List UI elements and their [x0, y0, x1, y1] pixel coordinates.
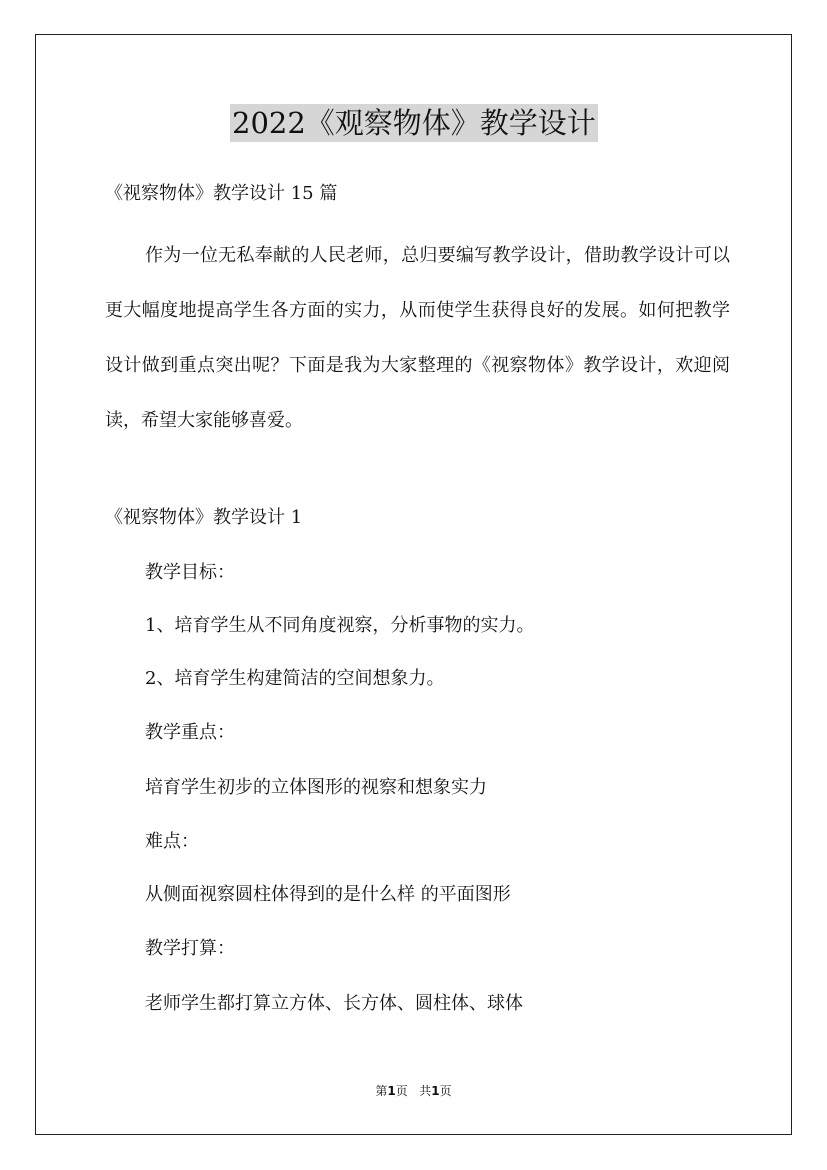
goal-item-1: 1、培育学生从不同角度视察，分析事物的实力。 — [145, 615, 535, 636]
key-point-text: 培育学生初步的立体图形的视察和想象实力 — [145, 777, 487, 798]
page-footer — [0, 1083, 827, 1099]
goal-item-2: 2、培育学生构建简洁的空间想象力。 — [145, 668, 445, 689]
document-subtitle: 《视察物体》教学设计 15 篇 — [105, 183, 338, 204]
document-title: 2022《观察物体》教学设计 — [232, 106, 596, 140]
difficulty-heading: 难点： — [145, 831, 199, 852]
section-heading: 《视察物体》教学设计 1 — [105, 507, 303, 528]
key-points-heading: 教学重点： — [145, 722, 235, 743]
total-suffix: 页 — [439, 1084, 452, 1098]
intro-paragraph: 作为一位无私奉献的人民老师，总归要编写教学设计，借助教学设计可以更大幅度地提高学生各方面的实力，从而使学生获得良好的发展。如何把教学设计做到重点突出呢？下面是我为大家整理的《视察物体》教学设计，欢迎阅读，希望大家能够喜爱。 — [105, 245, 730, 431]
page-number: 1 — [387, 1084, 396, 1098]
preparation-text: 老师学生都打算立方体、长方体、圆柱体、球体 — [145, 993, 523, 1014]
total-pages: 1 — [431, 1084, 440, 1098]
page-suffix: 页 — [395, 1084, 408, 1098]
preparation-heading: 教学打算： — [145, 938, 235, 959]
teaching-goals-heading: 教学目标： — [145, 562, 235, 583]
page-prefix: 第 — [375, 1084, 388, 1098]
difficulty-text: 从侧面视察圆柱体得到的是什么样 的平面图形 — [145, 884, 511, 905]
total-prefix: 共 — [419, 1084, 432, 1098]
